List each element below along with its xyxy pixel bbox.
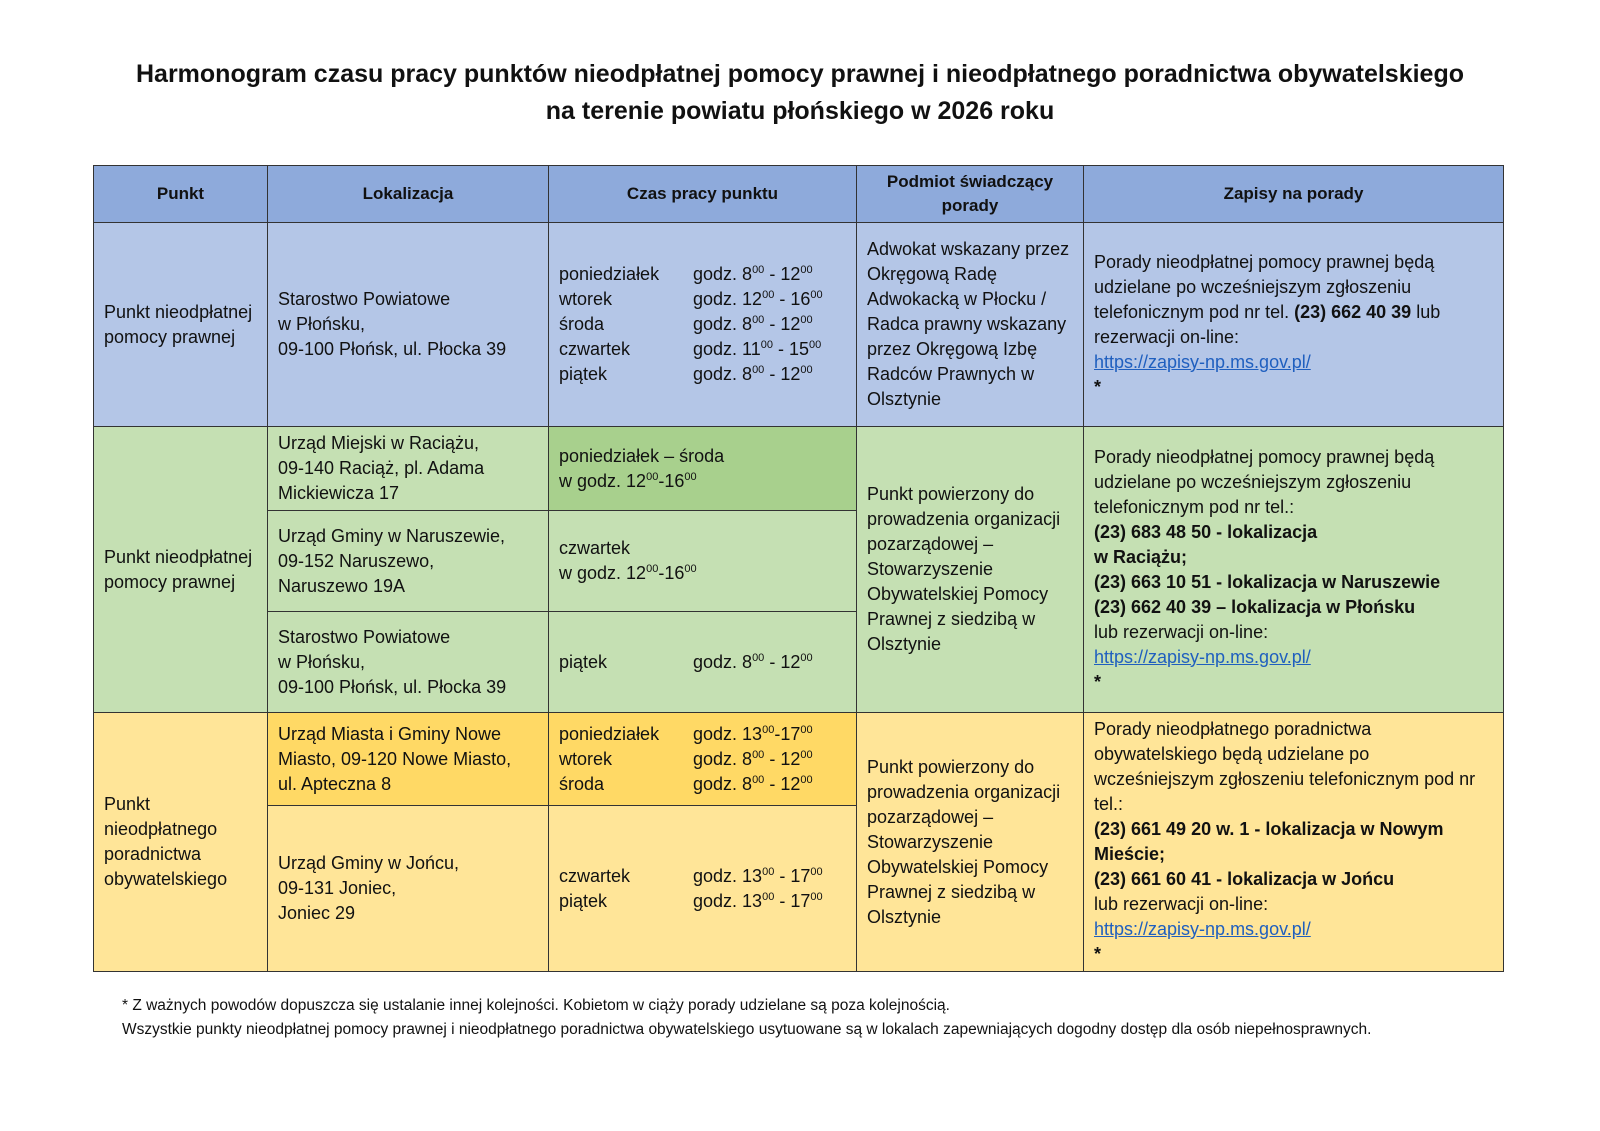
hours-text: godz. $8^{00} - 12^{00}$ — [693, 773, 813, 794]
table-row — [94, 223, 1504, 427]
zapisy-text: lub rezerwacji on-line: — [1094, 621, 1269, 642]
phone-number: (23) 683 48 50 - lokalizacja — [1094, 521, 1318, 542]
row1-punkt: Punkt nieodpłatnej pomocy prawnej — [94, 223, 268, 427]
day-name: środa — [559, 314, 605, 334]
phone-number: w Raciążu; — [1094, 546, 1188, 567]
day-range: czwartek — [559, 538, 631, 558]
row1-lokalizacja — [268, 223, 549, 427]
row2a-lokalizacja — [268, 427, 549, 511]
row2-zapisy — [1084, 427, 1504, 713]
header-lokalizacja: Lokalizacja — [268, 166, 549, 223]
header-zapisy: Zapisy na porady — [1084, 166, 1504, 223]
hours-line — [559, 772, 846, 797]
asterisk: * — [1094, 944, 1102, 964]
row3-punkt: Punkt nieodpłatnego poradnictwa obywatelskiego — [94, 713, 268, 972]
phone-number: (23) 661 60 41 - lokalizacja w Jońcu — [1094, 869, 1395, 889]
header-punkt: Punkt — [94, 166, 268, 223]
address-line: w Płońsku, — [278, 651, 366, 672]
hours-text: godz. $13^{00} - 17^{00}$ — [693, 890, 823, 911]
row3a-lokalizacja — [268, 713, 549, 806]
footnote-line: * Z ważnych powodów dopuszcza się ustalanie innej kolejności. Kobietom w ciąży porady udzielane są poza kolejnością. — [122, 997, 950, 1014]
hours-line — [559, 312, 846, 337]
footnote-line: Wszystkie punkty nieodpłatnej pomocy prawnej i nieodpłatnego poradnictwa obywatelskiego usytuowane są w lokalach zapewniających dogodny dostęp dla osób niepełnosprawnych. — [122, 1021, 1372, 1038]
day-name: czwartek — [559, 339, 631, 359]
phone-number: (23) 663 10 51 - lokalizacja w Naruszewie — [1094, 571, 1441, 592]
hours-text: godz. $8^{00} - 12^{00}$ — [693, 264, 813, 284]
day-name: piątek — [559, 890, 608, 911]
footnote — [122, 994, 1371, 1042]
address-line: Joniec 29 — [278, 903, 356, 924]
hours-text: w godz. $12^{00}-16^{00}$ — [559, 470, 697, 491]
address-line: Starostwo Powiatowe — [278, 626, 451, 647]
hours-line — [559, 262, 846, 287]
phone-number: (23) 661 49 20 w. 1 - lokalizacja w Nowym Mieście; — [1094, 819, 1444, 864]
zapisy-text: Porady nieodpłatnego poradnictwa obywatelskiego będą udzielane po wcześniejszym zgłoszeniu telefonicznym pod nr tel.: — [1094, 719, 1476, 814]
phone-number: (23) 662 40 39 — [1294, 301, 1412, 322]
online-booking-link[interactable]: https://zapisy-np.ms.gov.pl/ — [1094, 351, 1311, 372]
row1-czas — [549, 223, 857, 427]
title-line-1: Harmonogram czasu pracy punktów nieodpłatnej pomocy prawnej i nieodpłatnego poradnictwa obywatelskiego — [135, 60, 1464, 88]
online-booking-link[interactable]: https://zapisy-np.ms.gov.pl/ — [1094, 646, 1311, 667]
row3a-czas — [549, 713, 857, 806]
zapisy-text: Porady nieodpłatnej pomocy prawnej będą udzielane po wcześniejszym zgłoszeniu telefonicznym pod nr tel.: — [1094, 446, 1435, 517]
header-podmiot: Podmiot świadczący porady — [857, 166, 1084, 223]
table-row — [94, 427, 1504, 511]
hours-line — [559, 722, 846, 747]
hours-line — [559, 864, 846, 889]
day-name: czwartek — [559, 865, 631, 886]
row2c-lokalizacja — [268, 612, 549, 713]
asterisk: * — [1094, 376, 1102, 397]
row2a-czas — [549, 427, 857, 511]
address-line: ul. Apteczna 8 — [278, 773, 392, 794]
day-name: wtorek — [559, 748, 613, 769]
hours-text: godz. $11^{00} - 15^{00}$ — [693, 339, 822, 359]
row1-podmiot: Adwokat wskazany przez Okręgową Radę Adwokacką w Płocku / Radca prawny wskazany przez Okręgową Izbę Radców Prawnych w Olsztynie — [857, 223, 1084, 427]
header-czas: Czas pracy punktu — [549, 166, 857, 223]
table-header-row — [94, 166, 1504, 223]
row2b-lokalizacja — [268, 511, 549, 612]
address-line: Starostwo Powiatowe — [278, 289, 451, 309]
zapisy-text: Porady nieodpłatnej pomocy prawnej będą udzielane po wcześniejszym zgłoszeniu telefonicznym pod nr tel. — [1094, 251, 1435, 322]
title-line-2: na terenie powiatu płońskiego w 2026 roku — [545, 97, 1055, 125]
address-line: 09-100 Płońsk, ul. Płocka 39 — [278, 339, 507, 359]
hours-text: godz. $13^{00} - 17^{00}$ — [693, 865, 823, 886]
day-name: poniedziałek — [559, 264, 660, 284]
hours-line: piątek godz. $8^{00} - 12^{00}$ — [559, 651, 813, 672]
day-name: piątek — [559, 364, 608, 384]
hours-list — [559, 722, 846, 797]
hours-text: godz. $8^{00} - 12^{00}$ — [693, 364, 813, 384]
address-line: Urząd Gminy w Naruszewie, — [278, 525, 506, 546]
address-line: Urząd Gminy w Jońcu, — [278, 853, 460, 874]
table-row — [94, 713, 1504, 806]
zapisy-text: lub rezerwacji on-line: — [1094, 894, 1269, 914]
address-line: Miasto, 09-120 Nowe Miasto, — [278, 748, 512, 769]
address-line: Urząd Miejski w Raciążu, — [278, 433, 480, 453]
row2c-czas — [549, 612, 857, 713]
hours-line — [559, 889, 846, 914]
day-range: poniedziałek – środa — [559, 445, 725, 466]
address-line: Urząd Miasta i Gminy Nowe — [278, 723, 502, 744]
day-name: środa — [559, 773, 605, 794]
address-line: w Płońsku, — [278, 314, 366, 334]
online-booking-link[interactable]: https://zapisy-np.ms.gov.pl/ — [1094, 919, 1311, 939]
hours-text: godz. $8^{00} - 12^{00}$ — [693, 314, 813, 334]
address-line: Mickiewicza 17 — [278, 483, 400, 503]
schedule-table — [93, 165, 1504, 972]
hours-list — [559, 864, 846, 914]
hours-list — [559, 262, 846, 387]
row2b-czas — [549, 511, 857, 612]
hours-line — [559, 287, 846, 312]
day-name: poniedziałek — [559, 723, 660, 744]
row3b-czas — [549, 806, 857, 972]
hours-line — [559, 362, 846, 387]
zapisy-text: lub rezerwacji on-line: — [1094, 301, 1441, 347]
hours-text: godz. $12^{00} - 16^{00}$ — [693, 289, 823, 309]
hours-line — [559, 747, 846, 772]
address-line: 09-100 Płońsk, ul. Płocka 39 — [278, 676, 507, 697]
row3-zapisy — [1084, 713, 1504, 972]
day-name: wtorek — [559, 289, 613, 309]
row2-punkt: Punkt nieodpłatnej pomocy prawnej — [94, 427, 268, 713]
hours-text: w godz. $12^{00}-16^{00}$ — [559, 563, 697, 583]
row2-podmiot: Punkt powierzony do prowadzenia organizacji pozarządowej – Stowarzyszenie Obywatelskiej Pomocy Prawnej z siedzibą w Olsztynie — [857, 427, 1084, 713]
page-title — [0, 56, 1600, 130]
hours-text: godz. $13^{00}-17^{00}$ — [693, 723, 813, 744]
address-line: Naruszewo 19A — [278, 575, 406, 596]
address-line: 09-131 Joniec, — [278, 878, 397, 899]
row3b-lokalizacja — [268, 806, 549, 972]
hours-line — [559, 337, 846, 362]
row3-podmiot: Punkt powierzony do prowadzenia organizacji pozarządowej – Stowarzyszenie Obywatelskiej Pomocy Prawnej z siedzibą w Olsztynie — [857, 713, 1084, 972]
row1-zapisy — [1084, 223, 1504, 427]
hours-text: godz. $8^{00} - 12^{00}$ — [693, 748, 813, 769]
asterisk: * — [1094, 671, 1102, 692]
phone-number: (23) 662 40 39 – lokalizacja w Płońsku — [1094, 596, 1416, 617]
address-line: 09-140 Raciąż, pl. Adama — [278, 458, 485, 478]
address-line: 09-152 Naruszewo, — [278, 550, 435, 571]
